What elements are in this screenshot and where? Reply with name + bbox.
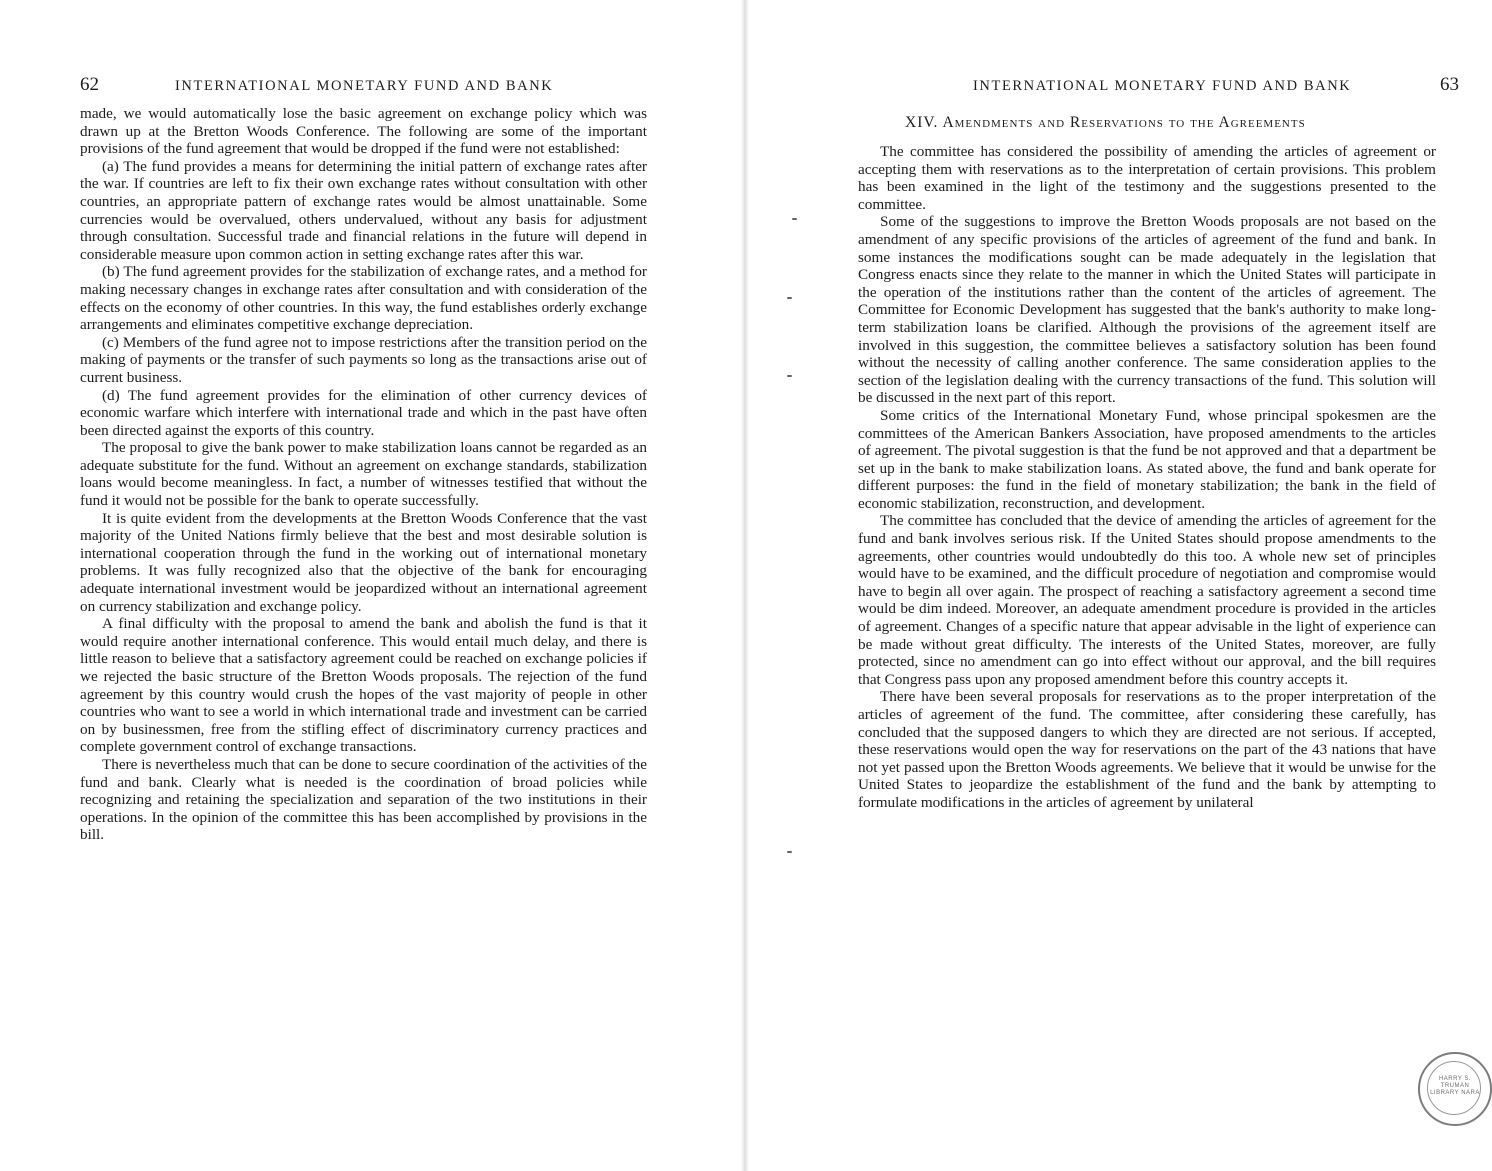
paragraph: A final difficulty with the proposal to amend the bank and abolish the fund is that it would require another international conference. This would entail much delay, and there is little reason to believe that a satisfactory agreement could be reached on exchange policies if we rejected the basic structure of the Bretton Woods proposals. The rejection of the fund agreement by this country would crush the hopes of the vast majority of people in other countries who want to see a world in which international trade and investment can be carried on by businessmen, free from the stifling effect of discriminatory currency practices and complete government control of exchange transactions. <box>80 615 647 756</box>
paragraph: The committee has concluded that the device of amending the articles of agreement for the fund and bank involves serious risk. If the United States should propose amendments to the agreements, other countries would undoubtedly do this too. A whole new set of principles would have to be examined, and the difficult procedure of negotiation and compromise would have to begin all over again. The prospect of reaching a satisfactory agreement a second time would be dim indeed. Moreover, an adequate amendment procedure is provided in the articles of agreement. Changes of a specific nature that appear advisable in the light of experience can be made without great difficulty. The interests of the United States, moreover, are fully protected, since no amendment can go into effect without our approval, and the bill requires that Congress pass upon any proposed amendment before this country accepts it. <box>858 512 1436 688</box>
scan-speck <box>787 375 792 377</box>
stamp-text: HARRY S. TRUMAN LIBRARY NARA <box>1430 1076 1480 1096</box>
paragraph: (b) The fund agreement provides for the stabilization of exchange rates, and a method for making necessary changes in exchange rates after consultation and with consideration of the effects on the economy of other countries. In this way, the fund establishes orderly exchange arrangements and eliminates competitive exchange depreciation. <box>80 263 647 334</box>
left-running-title: INTERNATIONAL MONETARY FUND AND BANK <box>175 78 554 94</box>
left-page-number: 62 <box>80 74 99 95</box>
paragraph: (c) Members of the fund agree not to impose restrictions after the transition period on the making of payments or the transfer of such payments so long as the transactions arise out of current business. <box>80 333 647 386</box>
scan-speck <box>792 218 797 220</box>
paragraph: The committee has considered the possibility of amending the articles of agreement or accepting them with reservations as to the interpretation of certain provisions. This problem has been examined in the light of the testimony and the suggestions presented to the committee. <box>858 143 1436 213</box>
right-page-body <box>858 143 1436 812</box>
right-page-header <box>973 76 1459 98</box>
scan-speck <box>787 851 792 853</box>
right-running-title: INTERNATIONAL MONETARY FUND AND BANK <box>973 78 1352 94</box>
paragraph: (d) The fund agreement provides for the elimination of other currency devices of economic warfare which interfere with international trade and which in the past have often been directed against the exports of this country. <box>80 386 647 439</box>
paragraph: It is quite evident from the developments at the Bretton Woods Conference that the vast majority of the United Nations firmly believe that the best and most desirable solution is international cooperation through the fund in the working out of international monetary problems. It was fully recognized also that the objective of the bank for encouraging adequate international investment would be jeopardized without an international agreement on currency stabilization and exchange policy. <box>80 509 647 615</box>
library-stamp <box>1418 1052 1492 1126</box>
paragraph: The proposal to give the bank power to make stabilization loans cannot be regarded as an adequate substitute for the fund. Without an agreement on exchange standards, stabilization loans would become meaningless. In fact, a number of witnesses testified that without the fund it would not be possible for the bank to operate successfully. <box>80 439 647 510</box>
section-title: XIV. Amendments and Reservations to the Agreements <box>905 114 1306 131</box>
paragraph: There is nevertheless much that can be done to secure coordination of the activities of the fund and bank. Clearly what is needed is the coordination of broad policies while recognizing and retaining the specialization and separation of the two institutions in their operations. In the opinion of the committee this has been accomplished by provisions in the bill. <box>80 755 647 844</box>
paragraph: There have been several proposals for reservations as to the proper interpretation of the articles of agreement of the fund. The committee, after considering these carefully, has concluded that the supposed dangers to which they are directed are not serious. If accepted, these reservations would open the way for reservations on the part of the 43 nations that have not yet passed upon the Bretton Woods agreements. We believe that it would be unwise for the United States to jeopardize the establishment of the fund and the bank by attempting to formulate modifications in the articles of agreement by unilateral <box>858 688 1436 811</box>
left-page-header <box>80 76 650 98</box>
left-page <box>0 0 745 1171</box>
right-page <box>745 0 1492 1171</box>
paragraph: made, we would automatically lose the basic agreement on exchange policy which was drawn up at the Bretton Woods Conference. The following are some of the important provisions of the fund agreement that would be dropped if the fund were not established: <box>80 105 647 158</box>
scan-speck <box>787 297 792 299</box>
paragraph: Some critics of the International Monetary Fund, whose principal spokesmen are the committees of the American Bankers Association, have proposed amendments to the articles of agreement. The pivotal suggestion is that the fund be not approved and that a department be set up in the bank to make stabilization loans. As stated above, the fund and bank operate for different purposes: the fund in the field of monetary stabilization; the bank in the field of economic stabilization, reconstruction, and development. <box>858 406 1436 512</box>
right-page-number: 63 <box>1440 74 1459 95</box>
paragraph: (a) The fund provides a means for determining the initial pattern of exchange rates after the war. If countries are left to fix their own exchange rates without consultation with other countries, an appropriate pattern of exchange rates would be almost unattainable. Some currencies would be overvalued, others undervalued, without any basis for adjustment through consultation. Successful trade and financial relations in the future will depend in considerable measure upon common action in setting exchange rates after this war. <box>80 157 647 263</box>
paragraph: Some of the suggestions to improve the Bretton Woods proposals are not based on the amendment of any specific provisions of the articles of agreement of the fund and bank. In some instances the modifications sought can be made adequately in the legislation that Congress enacts since they relate to the manner in which the United States will participate in the operation of the institutions rather than the content of the articles of agreement. The Committee for Economic Development has suggested that the bank's authority to make long-term stabilization loans be clarified. Although the provisions of the agreement itself are involved in this suggestion, the committee believes a satisfactory solution has been found without the necessity of calling another conference. The same consideration applies to the section of the legislation dealing with the currency transactions of the fund. This solution will be discussed in the next part of this report. <box>858 213 1436 407</box>
left-page-body <box>80 105 647 844</box>
